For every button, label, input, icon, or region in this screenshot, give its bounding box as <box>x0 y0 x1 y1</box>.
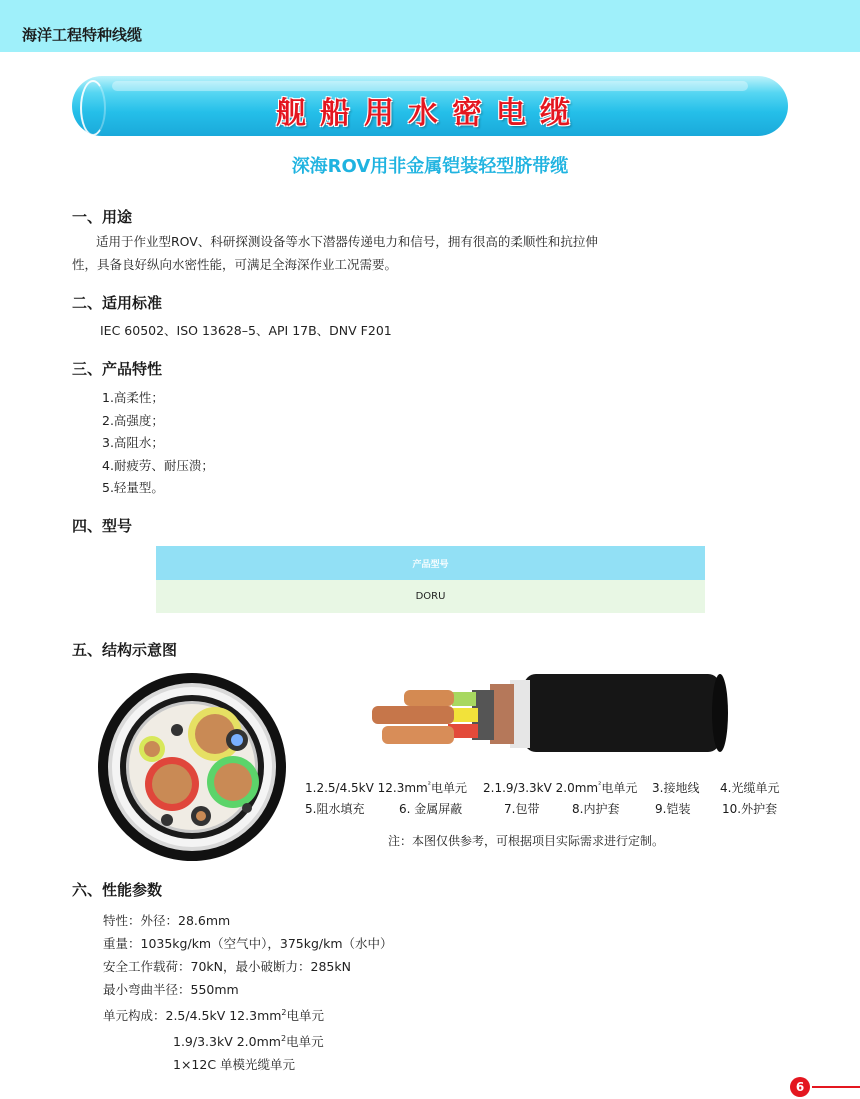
performance-heading: 六、性能参数 <box>72 881 163 899</box>
feature-item: 3.高阻水； <box>102 435 164 450</box>
feature-item: 4.耐疲劳、耐压溃； <box>102 457 214 473</box>
title-banner <box>72 76 788 136</box>
model-column-header: 产品型号 <box>156 546 705 580</box>
standards-heading: 二、适用标准 <box>72 294 163 312</box>
usage-paragraph <box>72 230 672 276</box>
performance-line: 重量：1035kg/km（空气中），375kg/km（水中） <box>103 936 393 951</box>
structure-note: 注：本图仅供参考，可根据项目实际需求进行定制。 <box>388 834 665 848</box>
model-table <box>156 546 705 613</box>
product-title: 深海ROV用非金属铠装轻型脐带缆 <box>291 156 569 177</box>
top-header-band <box>0 0 860 52</box>
model-value: DORU <box>156 580 705 613</box>
series-name: 海洋工程特种线缆 <box>22 26 143 44</box>
feature-item: 5.轻量型。 <box>102 480 164 495</box>
legend-item: 4.光缆单元 <box>720 781 780 795</box>
features-heading: 三、产品特性 <box>72 360 163 378</box>
structure-heading: 五、结构示意图 <box>72 641 178 659</box>
page-number: 6 <box>790 1077 810 1097</box>
performance-line: 1.9/3.3kV $2.0mm^2$电单元 <box>173 1034 324 1050</box>
legend-item: 3.接地线 <box>652 781 700 795</box>
legend-item: 2.1.9/3.3kV $2.0mm^{^2}$电单元 <box>483 780 638 795</box>
performance-line: 最小弯曲半径：550mm <box>103 982 239 997</box>
performance-list <box>103 909 393 1076</box>
performance-line: 安全工作载荷：70kN，最小破断力：285kN <box>103 959 351 974</box>
legend-item: 7.包带 <box>504 802 540 816</box>
performance-line: 特性：外径：28.6mm <box>103 913 231 928</box>
usage-line-2: 性，具备良好纵向水密性能，可满足全海深作业工况需要。 <box>72 257 398 272</box>
legend-item: 8.内护套 <box>572 802 620 816</box>
model-heading: 四、型号 <box>72 517 133 535</box>
performance-line: 1×12C 单模光缆单元 <box>173 1057 296 1073</box>
banner-title: 舰船用水密电缆 <box>276 96 584 131</box>
feature-item: 2.高强度； <box>102 412 164 428</box>
legend-item: 5.阻水填充 <box>305 802 365 816</box>
legend-item: 10.外护套 <box>722 802 778 816</box>
features-list <box>102 387 214 500</box>
cable-3d-image <box>360 662 730 762</box>
cable-cross-section-image <box>97 672 287 862</box>
legend-item: 6. 金属屏蔽 <box>399 802 463 816</box>
usage-line-1: 适用于作业型ROV、科研探测设备等水下潜器传递电力和信号，拥有很高的柔顺性和抗拉伸 <box>96 234 598 249</box>
performance-line: 单元构成：2.5/4.5kV $12.3mm^2$电单元 <box>103 1008 325 1024</box>
feature-item: 1.高柔性； <box>102 390 164 405</box>
legend-item: 9.铠装 <box>655 802 691 816</box>
legend-item: 1.2.5/4.5kV $12.3mm^{^2}$电单元 <box>305 780 467 795</box>
standards-text: IEC 60502、ISO 13628–5、API 17B、DNV F201 <box>100 323 392 338</box>
page-number-rule <box>812 1086 860 1088</box>
usage-heading: 一、用途 <box>72 208 133 226</box>
